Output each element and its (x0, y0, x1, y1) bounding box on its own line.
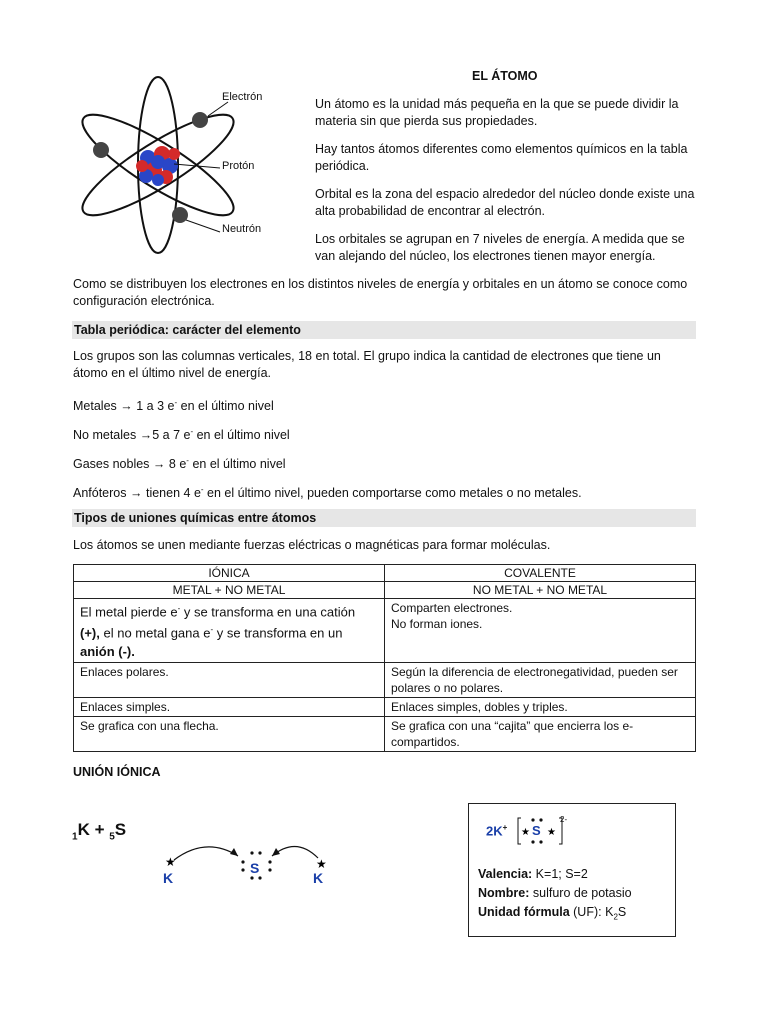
section-heading-periodic: Tabla periódica: carácter del elemento (72, 321, 696, 339)
section-heading-bonds: Tipos de uniones químicas entre átomos (72, 509, 696, 527)
item-metales: Metales → 1 a 3 e- en el último nivel (73, 398, 274, 414)
bond-types-table (73, 564, 696, 752)
svg-text:★: ★ (316, 857, 327, 871)
bonds-paragraph: Los átomos se unen mediante fuerzas eléctricas o magnéticas para formar moléculas. (73, 538, 551, 552)
item-gases-nobles: Gases nobles → 8 e- en el último nivel (73, 456, 286, 472)
page-title: EL ÁTOMO (472, 69, 538, 83)
table-cell: Según la diferencia de electronegatividad, pueden ser polares o no polares. (385, 662, 696, 697)
atom-diagram (70, 72, 300, 262)
ionic-heading: UNIÓN IÓNICA (73, 765, 161, 779)
config-paragraph: Como se distribuyen los electrones en los distintos niveles de energía y orbitales en un átomo se conoce como configuración electrónica. (73, 277, 688, 308)
result-s: S (532, 823, 541, 838)
label-neutron: Neutrón (222, 223, 262, 235)
result-charge: 2- (560, 815, 568, 824)
table-cell: Enlaces polares. (74, 662, 385, 697)
result-formula: 2K+ (486, 823, 508, 839)
unidad-formula-line: Unidad fórmula (UF): $K_2S$ (478, 905, 627, 922)
item-anfoteros: Anfóteros → tienen 4 e- en el último nivel, pueden comportarse como metales o no metales. (73, 485, 582, 501)
table-cell: Enlaces simples, dobles y triples. (385, 697, 696, 716)
table-subheader-ionica: METAL + NO METAL (74, 582, 385, 599)
item-no-metales: No metales →5 a 7 e- en el último nivel (73, 427, 290, 443)
svg-text:★: ★ (165, 855, 176, 869)
label-proton: Protón (222, 160, 255, 172)
valencia-line: Valencia: K=1; S=2 (478, 867, 588, 881)
electron-1 (192, 112, 208, 128)
label-electron: Electrón (222, 91, 263, 103)
nombre-line: Nombre: sulfuro de potasio (478, 886, 632, 900)
table-cell: Se grafica con una flecha. (74, 716, 385, 751)
electron-2 (93, 142, 109, 158)
svg-text:★: ★ (521, 827, 530, 838)
table-cell: Comparten electrones. No forman iones. (385, 599, 696, 663)
table-header-covalente: COVALENTE (385, 565, 696, 582)
ionic-equation: $_1$K + $_5$S (72, 820, 127, 843)
lewis-k-right: K (313, 870, 324, 886)
lewis-k-left: K (163, 870, 174, 886)
intro-paragraph-2: Hay tantos átomos diferentes como elementos químicos en la tabla periódica. (315, 142, 688, 173)
table-subheader-covalente: NO METAL + NO METAL (385, 582, 696, 599)
intro-paragraph-3: Orbital es la zona del espacio alrededor del núcleo donde existe una alta probabilidad de encontrar al electrón. (315, 187, 695, 218)
intro-paragraph-1: Un átomo es la unidad más pequeña en la que se puede dividir la materia sin que pierda sus propiedades. (315, 97, 679, 128)
nucleus (136, 146, 180, 186)
svg-text:★: ★ (547, 827, 556, 838)
groups-paragraph: Los grupos son las columnas verticales, 18 en total. El grupo indica la cantidad de electrones que tiene un átomo en el último nivel de energía. (73, 349, 661, 380)
table-cell: Se grafica con una “cajita” que encierra los e- compartidos. (385, 716, 696, 751)
table-cell: Enlaces simples. (74, 697, 385, 716)
intro-paragraph-4: Los orbitales se agrupan en 7 niveles de energía. A medida que se van alejando del núcleo, los electrones tienen mayor energía. (315, 232, 685, 263)
table-cell: El metal pierde e- y se transforma en una catión (+), el no metal gana e- y se transforma en un anión (-). (74, 599, 385, 663)
electron-3 (172, 207, 188, 223)
lewis-s: S (250, 860, 260, 876)
table-header-ionica: IÓNICA (74, 565, 385, 582)
